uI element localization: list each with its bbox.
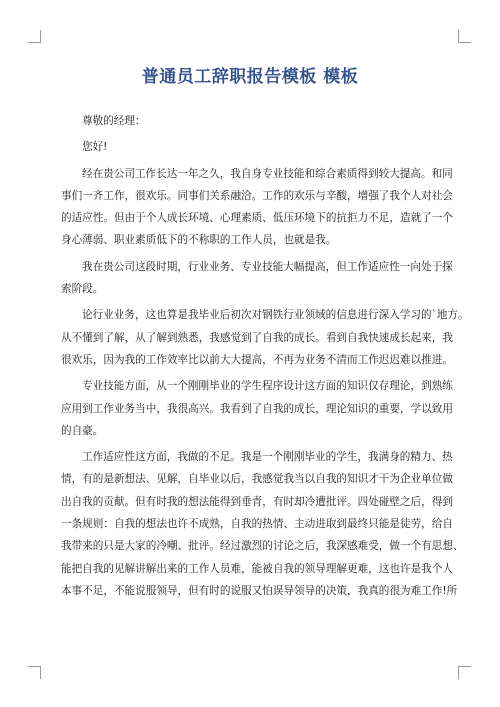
paragraph-line: 应用到工作业务当中，我很高兴。我看到了自我的成长，理论知识的重要，学以致用 xyxy=(61,402,453,415)
document-body xyxy=(61,110,469,602)
paragraph-line: 我在贵公司这段时期，行业业务、专业技能大幅提高，但工作适应性一向处于探 xyxy=(82,260,453,273)
salutation: 尊敬的经理： xyxy=(82,115,146,127)
greeting: 您好! xyxy=(82,141,108,154)
paragraph-line: 出自我的贡献。但有时我的想法能得到垂青，有时却冷遭批评。四处碰壁之后，得到 xyxy=(61,495,453,508)
paragraph-line: 身心薄弱、职业素质低下的不称职的工作人员，也就是我。 xyxy=(61,234,337,247)
paragraph-line: 本事不足，不能说服领导，但有时的说服又怕误导领导的决策，我真的很为难工作!所 xyxy=(61,584,458,597)
crop-mark-top-left xyxy=(28,30,41,43)
paragraph-line: 的适应性。但由于个人成长环境、心理素质、低压环境下的抗拒力不足，造就了一个 xyxy=(61,212,453,225)
paragraph-line: 专业技能方面，从一个刚刚毕业的学生程序设计这方面的知识仅存理论，到熟练 xyxy=(82,380,453,393)
paragraph-line: 工作适应性这方面，我做的不足。我是一个刚刚毕业的学生，我满身的精力、热 xyxy=(82,451,453,464)
paragraph-line: 事们一齐工作，很欢乐。同事们关系融洽。工作的欢乐与辛酸，增强了我个人对社会 xyxy=(61,189,453,202)
paragraph-line: 很欢乐，因为我的工作效率比以前大大提高，不再为业务不清而工作迟迟难以推进。 xyxy=(61,353,453,366)
crop-mark-bottom-left xyxy=(28,666,41,679)
paragraph-line: 情，有的是新想法、见解，自毕业以后，我感觉我当以自我的知识才干为企业单位做 xyxy=(61,473,453,486)
paragraph-line: 能把自我的见解讲解出来的工作人员难，能被自我的领导理解更难，这也许是我个人 xyxy=(61,562,453,575)
document-title: 普通员工辞职报告模板 模板 xyxy=(141,67,359,87)
paragraph-line: 从不懂到了解，从了解到熟悉，我感觉到了自我的成长。看到自我快速成长起来，我 xyxy=(61,331,453,344)
paragraph-line: 一条规则：自我的想法也许不成熟，自我的热情、主动进取到最终只能是徒劳，给自 xyxy=(61,518,453,531)
paragraph-line: 我带来的只是大家的冷嘲、批评。经过激烈的讨论之后，我深感难受，做一个有思想、 xyxy=(61,540,464,553)
paragraph-line: 论行业业务，这也算是我毕业后初次对钢铁行业领域的信息进行深入学习的`地方。 xyxy=(82,309,469,322)
crop-mark-bottom-right xyxy=(458,666,471,679)
paragraph-line: 经在贵公司工作长达一年之久，我自身专业技能和综合素质得到较大提高。和同 xyxy=(82,167,453,180)
crop-mark-top-right xyxy=(458,30,471,43)
paragraph-line: 索阶段。 xyxy=(61,283,104,296)
paragraph-line: 的自豪。 xyxy=(61,424,104,437)
